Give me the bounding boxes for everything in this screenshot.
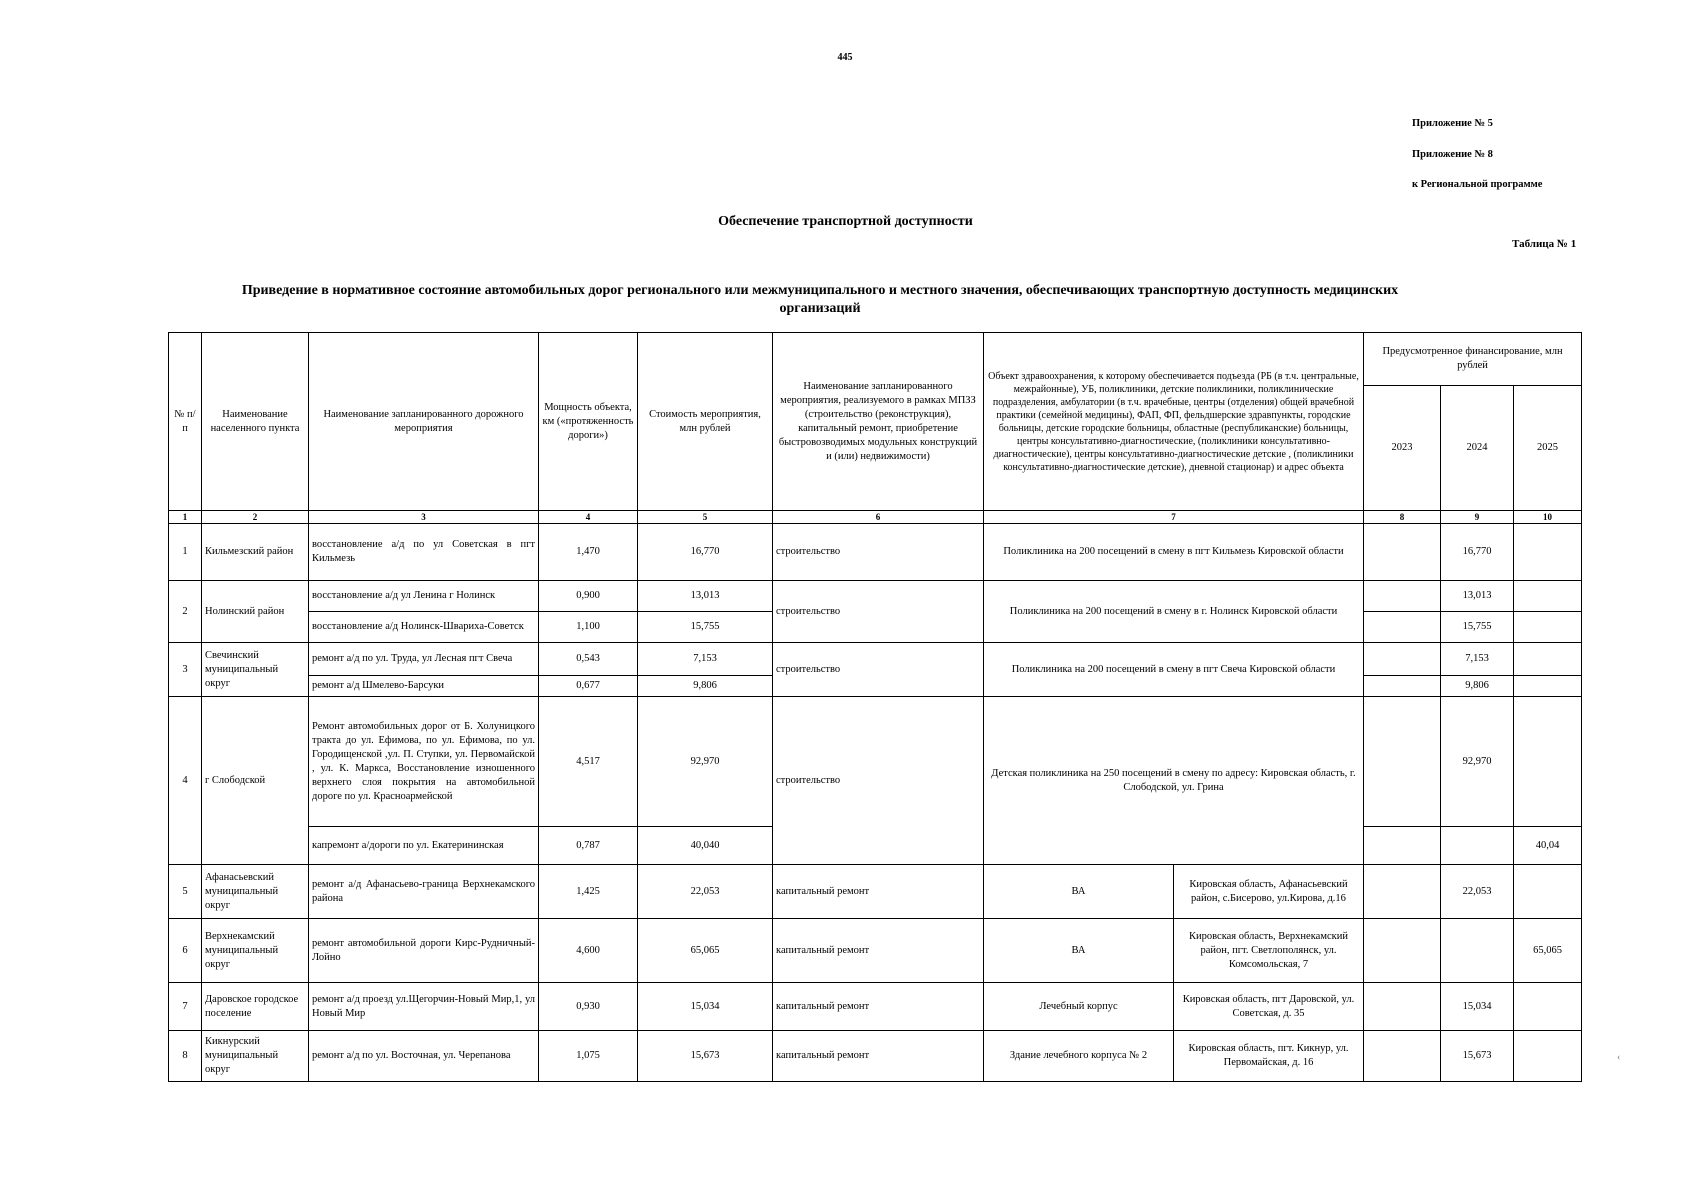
- capacity-km: 4,600: [539, 919, 638, 983]
- capacity-km: 1,100: [539, 612, 638, 643]
- capacity-km: 0,543: [539, 643, 638, 676]
- funding-2025: [1514, 983, 1582, 1031]
- funding-2023: [1364, 827, 1441, 865]
- settlement: Нолинский район: [202, 581, 309, 643]
- funding-2025: [1514, 581, 1582, 612]
- cost: 16,770: [638, 524, 773, 581]
- table-row: [169, 643, 1582, 676]
- capacity-km: 1,075: [539, 1031, 638, 1082]
- funding-2024: 15,673: [1441, 1031, 1514, 1082]
- road-event: Ремонт автомобильных дорог от Б. Холуницкого тракта до ул. Ефимова, по ул. Ефимова, по ул. Городищенской ,ул. П. Ступки, ул. Первомайской , ул. К. Маркса, Восстановление изношенного верхнего слоя покрытия на автомобильной дороге по ул. Красноармейской: [309, 697, 539, 827]
- road-event: ремонт а/д проезд ул.Щегорчин-Новый Мир,1, ул Новый Мир: [309, 983, 539, 1031]
- capacity-km: 4,517: [539, 697, 638, 827]
- capacity-km: 1,425: [539, 865, 638, 919]
- road-event: ремонт а/д по ул. Восточная, ул. Черепанова: [309, 1031, 539, 1082]
- funding-2024: 16,770: [1441, 524, 1514, 581]
- mpzz-event: строительство: [773, 643, 984, 697]
- funding-2025: [1514, 612, 1582, 643]
- cost: 15,755: [638, 612, 773, 643]
- col-number: 7: [984, 511, 1364, 524]
- col-number: 3: [309, 511, 539, 524]
- facility-address: Кировская область, пгт. Кикнур, ул. Первомайская, д. 16: [1174, 1031, 1364, 1082]
- header-capacity: Мощность объекта, км («протяженность дороги»): [539, 333, 638, 511]
- mpzz-event: капитальный ремонт: [773, 865, 984, 919]
- settlement: Афанасьевский муниципальный округ: [202, 865, 309, 919]
- funding-2025: [1514, 676, 1582, 697]
- table-row: [169, 865, 1582, 919]
- table-number: Таблица № 1: [1512, 238, 1577, 250]
- capacity-km: 0,900: [539, 581, 638, 612]
- table-row: [169, 524, 1582, 581]
- appendix-line-1: Приложение № 5: [1412, 118, 1493, 129]
- cost: 92,970: [638, 697, 773, 827]
- cost: 7,153: [638, 643, 773, 676]
- capacity-km: 0,930: [539, 983, 638, 1031]
- facility-address: Кировская область, Афанасьевский район, с.Бисерово, ул.Кирова, д.16: [1174, 865, 1364, 919]
- cost: 22,053: [638, 865, 773, 919]
- mpzz-event: капитальный ремонт: [773, 919, 984, 983]
- margin-mark-icon: ‹: [1617, 1052, 1621, 1063]
- road-event: восстановление а/д ул Ленина г Нолинск: [309, 581, 539, 612]
- row-num: 4: [169, 697, 202, 865]
- facility: Поликлиника на 200 посещений в смену в пгт Свеча Кировской области: [984, 643, 1364, 697]
- header-year-2024: 2024: [1441, 386, 1514, 511]
- settlement: Верхнекамский муниципальный округ: [202, 919, 309, 983]
- funding-2025: [1514, 697, 1582, 827]
- funding-2024: 15,755: [1441, 612, 1514, 643]
- table-row: [169, 983, 1582, 1031]
- appendix-line-3: к Региональной программе: [1412, 179, 1543, 190]
- header-year-2023: 2023: [1364, 386, 1441, 511]
- capacity-km: 0,787: [539, 827, 638, 865]
- mpzz-event: строительство: [773, 524, 984, 581]
- document-title: Обеспечение транспортной доступности: [718, 214, 973, 229]
- road-event: восстановление а/д по ул Советская в пгт Кильмезь: [309, 524, 539, 581]
- header-num: № п/п: [169, 333, 202, 511]
- header-mpzz-event: Наименование запланированного мероприятия, реализуемого в рамках МПЗЗ (строительство (реконструкция), капитальный ремонт, приобретение быстровозводимых модульных конструкций и (или) недвижимости): [773, 333, 984, 511]
- table-subtitle: Приведение в нормативное состояние автомобильных дорог регионального или межмуниципального и местного значения, обеспечивающих транспортную доступность медицинских организаций: [241, 283, 1399, 316]
- settlement: г Слободской: [202, 697, 309, 865]
- funding-2025: [1514, 1031, 1582, 1082]
- funding-2025: 65,065: [1514, 919, 1582, 983]
- funding-2024: 92,970: [1441, 697, 1514, 827]
- header-road-event: Наименование запланированного дорожного мероприятия: [309, 333, 539, 511]
- road-event: капремонт а/дороги по ул. Екатерининская: [309, 827, 539, 865]
- funding-2023: [1364, 581, 1441, 612]
- table-row: [169, 581, 1582, 612]
- header-row: [169, 333, 1582, 386]
- capacity-km: 1,470: [539, 524, 638, 581]
- funding-2024: 15,034: [1441, 983, 1514, 1031]
- mpzz-event: капитальный ремонт: [773, 1031, 984, 1082]
- facility: Поликлиника на 200 посещений в смену в г. Нолинск Кировской области: [984, 581, 1364, 643]
- funding-2025: [1514, 865, 1582, 919]
- col-number: 5: [638, 511, 773, 524]
- facility: Поликлиника на 200 посещений в смену в пгт Кильмезь Кировской области: [984, 524, 1364, 581]
- col-number: 10: [1514, 511, 1582, 524]
- cost: 15,673: [638, 1031, 773, 1082]
- facility: ВА: [984, 919, 1174, 983]
- funding-2025: [1514, 643, 1582, 676]
- row-num: 5: [169, 865, 202, 919]
- col-number: 6: [773, 511, 984, 524]
- funding-2024: [1441, 919, 1514, 983]
- funding-2023: [1364, 676, 1441, 697]
- mpzz-event: строительство: [773, 697, 984, 865]
- row-num: 3: [169, 643, 202, 697]
- row-num: 8: [169, 1031, 202, 1082]
- road-event: ремонт а/д Афанасьево-граница Верхнекамского района: [309, 865, 539, 919]
- funding-2023: [1364, 865, 1441, 919]
- funding-2023: [1364, 1031, 1441, 1082]
- facility: Здание лечебного корпуса № 2: [984, 1031, 1174, 1082]
- settlement: Кикнурский муниципальный округ: [202, 1031, 309, 1082]
- funding-2024: 7,153: [1441, 643, 1514, 676]
- header-funding: Предусмотренное финансирование, млн рублей: [1364, 333, 1582, 386]
- road-event: ремонт автомобильной дороги Кирс-Рудничный-Лойно: [309, 919, 539, 983]
- cost: 9,806: [638, 676, 773, 697]
- funding-2025: [1514, 524, 1582, 581]
- header-facility: Объект здравоохранения, к которому обеспечивается подъезда (РБ (в т.ч. центральные, межрайонные), УБ, поликлиники, детские поликлиники, поликлинические подразделения, амбулатории (в т.ч. врачебные, центры (отделения) общей врачебной практики (семейной медицины), ФАП, ФП, фельдшерские здравпункты, городские больницы, детские городские больницы, областные (республиканские) больницы, центры консультативно-диагностические, (поликлиники консультативно-диагностические), центры консультативно-диагностические детские , (поликлиники консультативно-диагностические детские), дневной стационар) и адрес объекта: [984, 333, 1364, 511]
- row-num: 6: [169, 919, 202, 983]
- funding-2023: [1364, 983, 1441, 1031]
- road-event: ремонт а/д по ул. Труда, ул Лесная пгт Свеча: [309, 643, 539, 676]
- col-number: 1: [169, 511, 202, 524]
- funding-2023: [1364, 643, 1441, 676]
- road-event: восстановление а/д Нолинск-Шварихa-Советск: [309, 612, 539, 643]
- facility-address: Кировская область, Верхнекамский район, пгт. Светлополянск, ул. Комсомольская, 7: [1174, 919, 1364, 983]
- row-num: 1: [169, 524, 202, 581]
- facility: Детская поликлиника на 250 посещений в смену по адресу: Кировская область, г. Слободской, ул. Грина: [984, 697, 1364, 865]
- table-row: [169, 919, 1582, 983]
- funding-2024: 22,053: [1441, 865, 1514, 919]
- row-num: 7: [169, 983, 202, 1031]
- funding-table: [168, 332, 1582, 1082]
- col-number: 9: [1441, 511, 1514, 524]
- funding-2023: [1364, 612, 1441, 643]
- settlement: Свечинский муниципальный округ: [202, 643, 309, 697]
- table-row: [169, 697, 1582, 827]
- funding-2024: [1441, 827, 1514, 865]
- mpzz-event: капитальный ремонт: [773, 983, 984, 1031]
- header-year-2025: 2025: [1514, 386, 1582, 511]
- appendix-line-2: Приложение № 8: [1412, 149, 1493, 160]
- page-number: 445: [837, 52, 853, 63]
- settlement: Кильмезский район: [202, 524, 309, 581]
- cost: 65,065: [638, 919, 773, 983]
- funding-2023: [1364, 919, 1441, 983]
- cost: 15,034: [638, 983, 773, 1031]
- road-event: ремонт а/д Шмелево-Барсуки: [309, 676, 539, 697]
- settlement: Даровское городское поселение: [202, 983, 309, 1031]
- facility-address: Кировская область, пгт Даровской, ул. Советская, д. 35: [1174, 983, 1364, 1031]
- header-cost: Стоимость мероприятия, млн рублей: [638, 333, 773, 511]
- funding-2025: 40,04: [1514, 827, 1582, 865]
- mpzz-event: строительство: [773, 581, 984, 643]
- funding-2024: 9,806: [1441, 676, 1514, 697]
- cost: 13,013: [638, 581, 773, 612]
- funding-2023: [1364, 524, 1441, 581]
- col-number: 4: [539, 511, 638, 524]
- funding-2024: 13,013: [1441, 581, 1514, 612]
- col-number: 2: [202, 511, 309, 524]
- cost: 40,040: [638, 827, 773, 865]
- funding-2023: [1364, 697, 1441, 827]
- col-number: 8: [1364, 511, 1441, 524]
- column-number-row: [169, 511, 1582, 524]
- header-settlement: Наименование населенного пункта: [202, 333, 309, 511]
- facility: Лечебный корпус: [984, 983, 1174, 1031]
- row-num: 2: [169, 581, 202, 643]
- capacity-km: 0,677: [539, 676, 638, 697]
- table-row: [169, 1031, 1582, 1082]
- facility: ВА: [984, 865, 1174, 919]
